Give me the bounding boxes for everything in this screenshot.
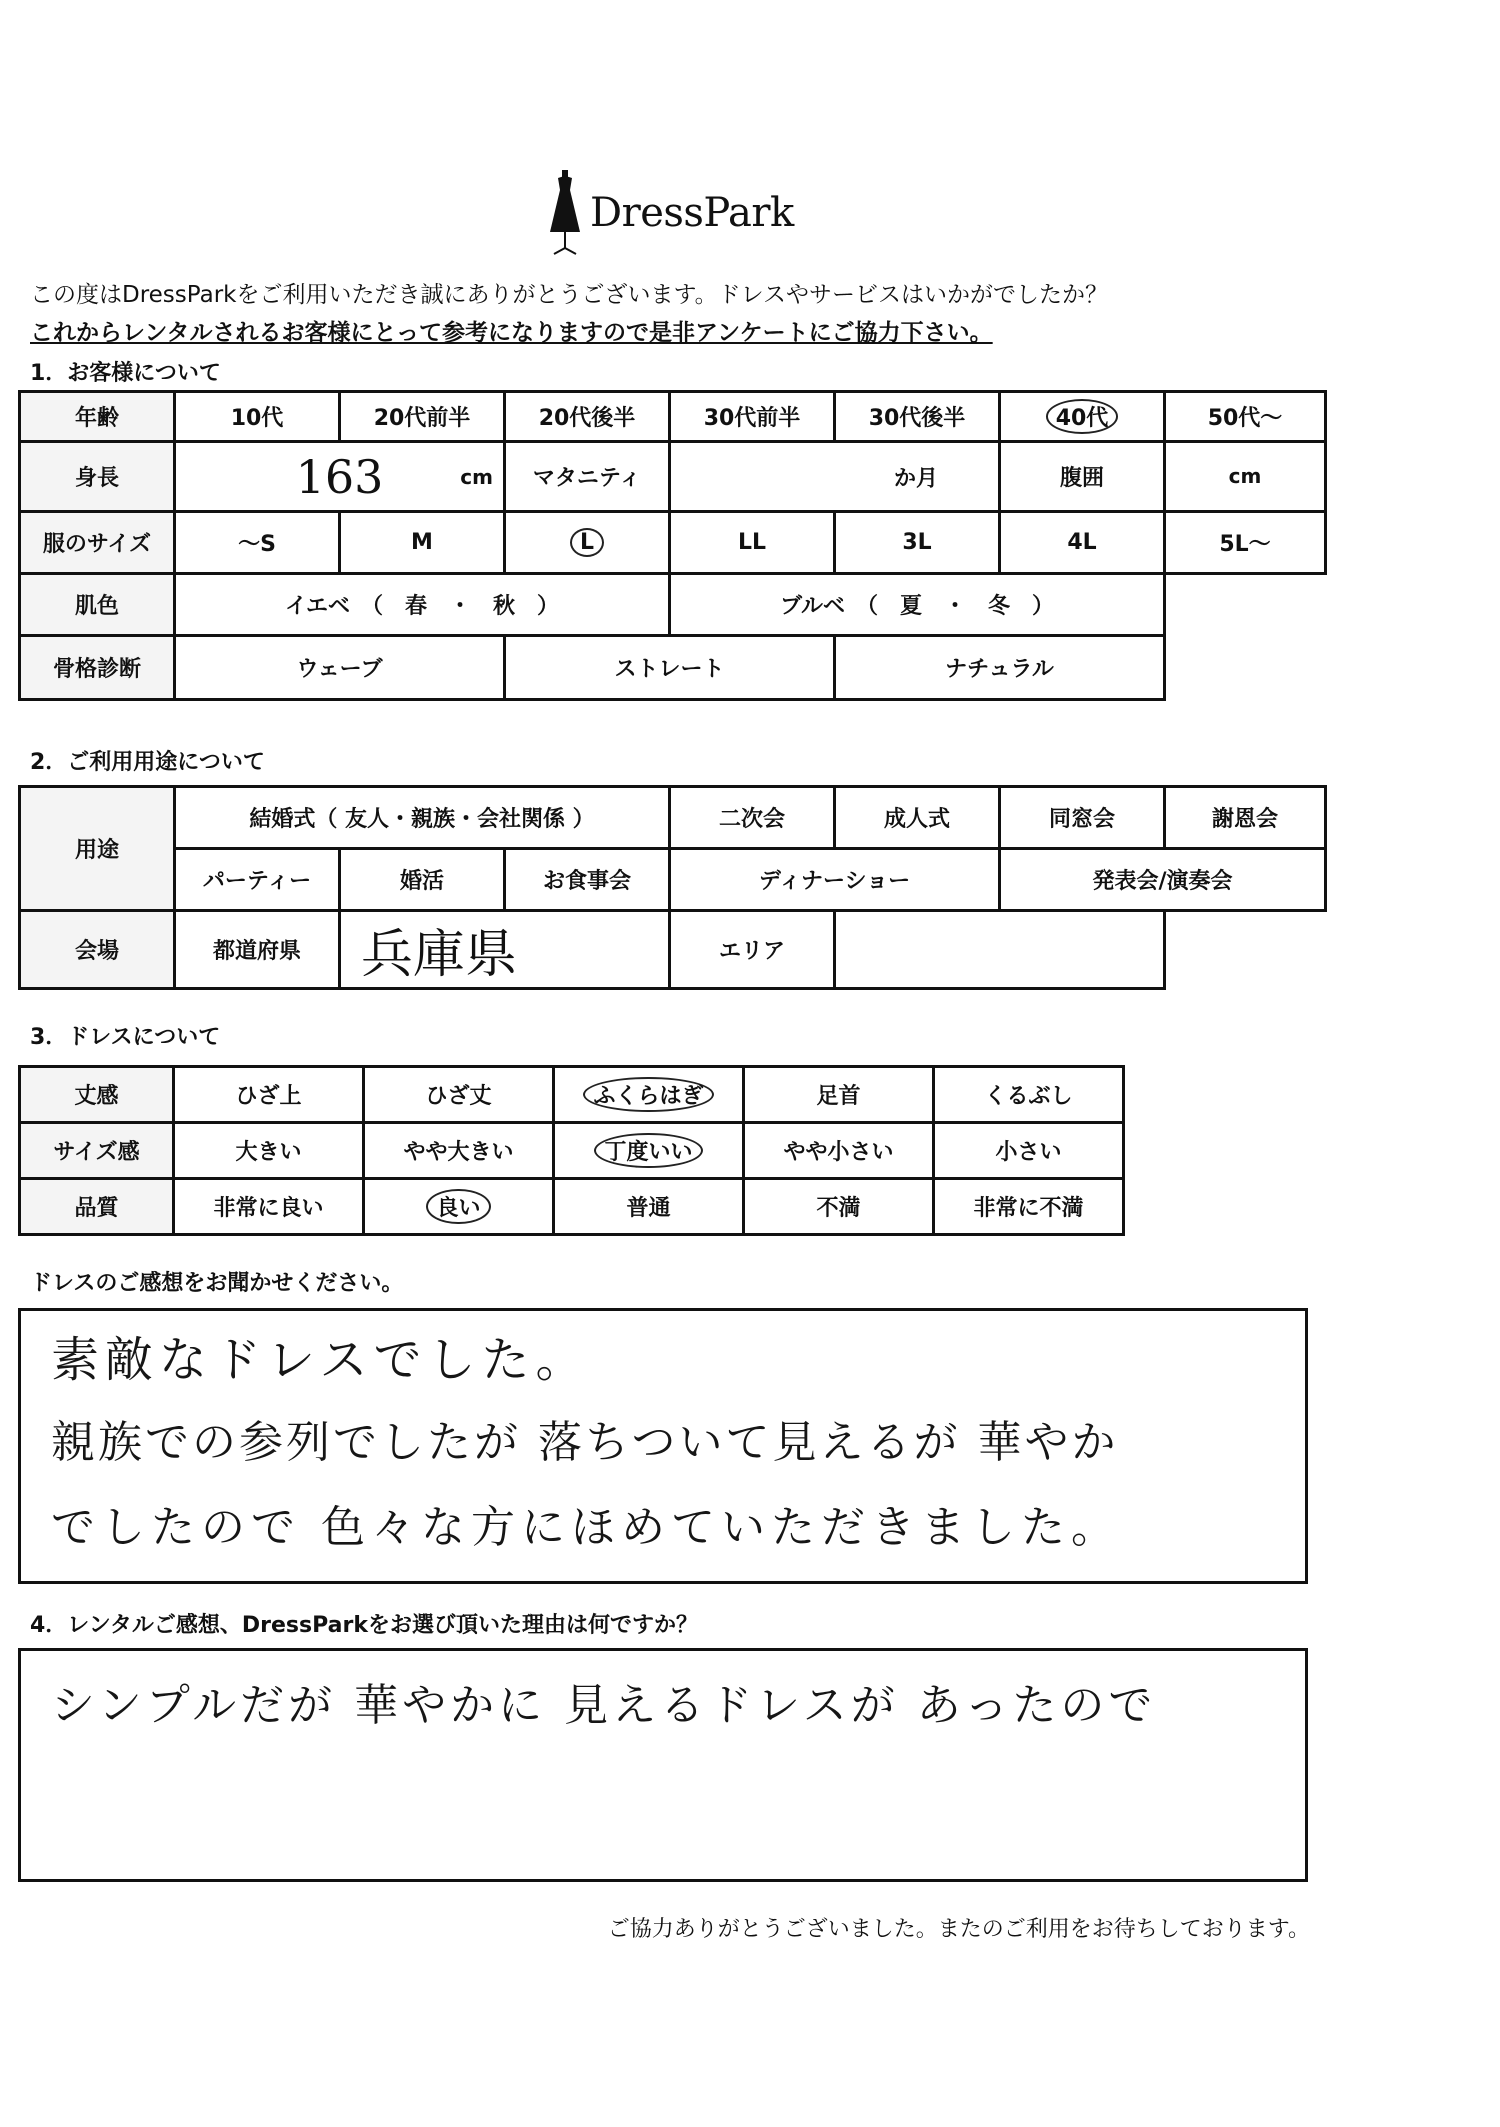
selection-circle: 丁度いい	[594, 1133, 702, 1168]
purpose-option[interactable]: ディナーショー	[670, 849, 1000, 911]
prefecture-label: 都道府県	[175, 911, 340, 989]
size-option[interactable]: 4L	[1000, 512, 1165, 574]
fit-option[interactable]: 小さい	[934, 1123, 1124, 1179]
age-label: 年齢	[20, 392, 175, 442]
prefecture-value: 兵庫県	[361, 925, 518, 985]
purpose-option[interactable]: パーティー	[175, 849, 340, 911]
size-option[interactable]: 5L～	[1165, 512, 1326, 574]
purpose-label: 用途	[20, 787, 175, 911]
skin-blue-option[interactable]: ブルベ （ 夏 ・ 冬 ）	[670, 574, 1165, 636]
venue-label: 会場	[20, 911, 175, 989]
maternity-label: マタニティ	[505, 442, 670, 512]
age-option[interactable]: 30代前半	[670, 392, 835, 442]
waist-unit: cm	[1228, 464, 1262, 488]
age-option[interactable]: 10代	[175, 392, 340, 442]
quality-option[interactable]: 非常に良い	[174, 1179, 364, 1235]
purpose-row-2	[20, 849, 1326, 911]
impressions-line: 親族での参列でしたが 落ちついて見えるが 華やか	[51, 1417, 1119, 1468]
quality-label: 品質	[20, 1179, 174, 1235]
age-option[interactable]: 30代後半	[835, 392, 1000, 442]
length-option[interactable]: ひざ上	[174, 1067, 364, 1123]
size-label: 服のサイズ	[20, 512, 175, 574]
age-row	[20, 392, 1326, 442]
purpose-option[interactable]: 婚活	[340, 849, 505, 911]
fit-option-selected[interactable]	[554, 1123, 744, 1179]
purpose-option[interactable]: 二次会	[670, 787, 835, 849]
section1-title: 1．お客様について	[30, 361, 221, 386]
quality-option[interactable]: 非常に不満	[934, 1179, 1124, 1235]
purpose-option[interactable]: 成人式	[835, 787, 1000, 849]
age-option-selected[interactable]	[1000, 392, 1165, 442]
purpose-wedding[interactable]: 結婚式（ 友人・親族・会社関係 ）	[175, 787, 670, 849]
frame-option[interactable]: ストレート	[505, 636, 835, 700]
length-option-selected[interactable]	[554, 1067, 744, 1123]
impressions-line: 素敵なドレスでした。	[51, 1332, 590, 1388]
height-field[interactable]	[175, 442, 505, 512]
age-option[interactable]: 20代後半	[505, 392, 670, 442]
length-label: 丈感	[20, 1067, 174, 1123]
length-option[interactable]: ひざ丈	[364, 1067, 554, 1123]
size-option[interactable]: 3L	[835, 512, 1000, 574]
section2-title: 2．ご利用用途について	[30, 750, 265, 775]
area-label: エリア	[670, 911, 835, 989]
frame-row	[20, 636, 1326, 700]
skin-row	[20, 574, 1326, 636]
intro-request: これからレンタルされるお客様にとって参考になりますので是非アンケートにご協力下さい。	[30, 320, 993, 346]
fit-option[interactable]: 大きい	[174, 1123, 364, 1179]
impressions-textarea[interactable]	[18, 1308, 1308, 1584]
fit-row	[20, 1123, 1124, 1179]
fit-option[interactable]: やや大きい	[364, 1123, 554, 1179]
reason-textarea[interactable]	[18, 1648, 1308, 1882]
section4-title: 4．レンタルご感想、DressParkをお選び頂いた理由は何ですか？	[30, 1613, 698, 1638]
purpose-option[interactable]: お食事会	[505, 849, 670, 911]
selection-circle: 40代	[1046, 399, 1119, 434]
length-option[interactable]: くるぶし	[934, 1067, 1124, 1123]
impressions-line: でしたので 色々な方にほめていただきました。	[51, 1502, 1121, 1553]
reason-answer: シンプルだが 華やかに 見えるドレスが あったので	[51, 1680, 1157, 1731]
dress-form-icon	[548, 170, 582, 256]
venue-row	[20, 911, 1326, 989]
quality-option[interactable]: 不満	[744, 1179, 934, 1235]
maternity-months-field[interactable]	[670, 442, 1000, 512]
selection-circle: ふくらはぎ	[583, 1077, 713, 1112]
section3-title: 3．ドレスについて	[30, 1025, 221, 1050]
frame-option[interactable]: ウェーブ	[175, 636, 505, 700]
selection-circle: L	[570, 528, 604, 557]
purpose-table	[18, 785, 1327, 990]
height-label: 身長	[20, 442, 175, 512]
footer-thanks: ご協力ありがとうございました。またのご利用をお待ちしております。	[607, 1917, 1310, 1942]
size-option[interactable]: M	[340, 512, 505, 574]
intro-text: この度はDressParkをご利用いただき誠にありがとうございます。ドレスやサービスはいかがでしたか？	[30, 282, 1108, 308]
skin-label: 肌色	[20, 574, 175, 636]
area-field[interactable]	[835, 911, 1165, 989]
height-value: 163	[295, 449, 384, 504]
customer-info-table	[18, 390, 1327, 701]
size-option[interactable]: LL	[670, 512, 835, 574]
fit-option[interactable]: やや小さい	[744, 1123, 934, 1179]
brand-name: DressPark	[590, 190, 794, 236]
height-row	[20, 442, 1326, 512]
brand-logo	[548, 168, 794, 258]
size-option-selected[interactable]	[505, 512, 670, 574]
selection-circle: 良い	[426, 1189, 490, 1224]
quality-option[interactable]: 普通	[554, 1179, 744, 1235]
skin-yellow-option[interactable]: イエベ （ 春 ・ 秋 ）	[175, 574, 670, 636]
frame-option[interactable]: ナチュラル	[835, 636, 1165, 700]
purpose-option[interactable]: 同窓会	[1000, 787, 1165, 849]
purpose-option[interactable]: 謝恩会	[1165, 787, 1326, 849]
waist-field[interactable]	[1165, 442, 1326, 512]
months-label: か月	[893, 466, 938, 491]
quality-row	[20, 1179, 1124, 1235]
size-option[interactable]: ～S	[175, 512, 340, 574]
frame-label: 骨格診断	[20, 636, 175, 700]
purpose-option[interactable]: 発表会/演奏会	[1000, 849, 1326, 911]
length-row	[20, 1067, 1124, 1123]
quality-option-selected[interactable]	[364, 1179, 554, 1235]
length-option[interactable]: 足首	[744, 1067, 934, 1123]
age-option[interactable]: 20代前半	[340, 392, 505, 442]
waist-label: 腹囲	[1000, 442, 1165, 512]
impressions-prompt: ドレスのご感想をお聞かせください。	[30, 1271, 404, 1296]
age-option[interactable]: 50代～	[1165, 392, 1326, 442]
dress-table	[18, 1065, 1125, 1236]
purpose-row-1	[20, 787, 1326, 849]
size-row	[20, 512, 1326, 574]
height-unit: cm	[460, 464, 493, 489]
fit-label: サイズ感	[20, 1123, 174, 1179]
prefecture-field[interactable]	[340, 911, 670, 989]
